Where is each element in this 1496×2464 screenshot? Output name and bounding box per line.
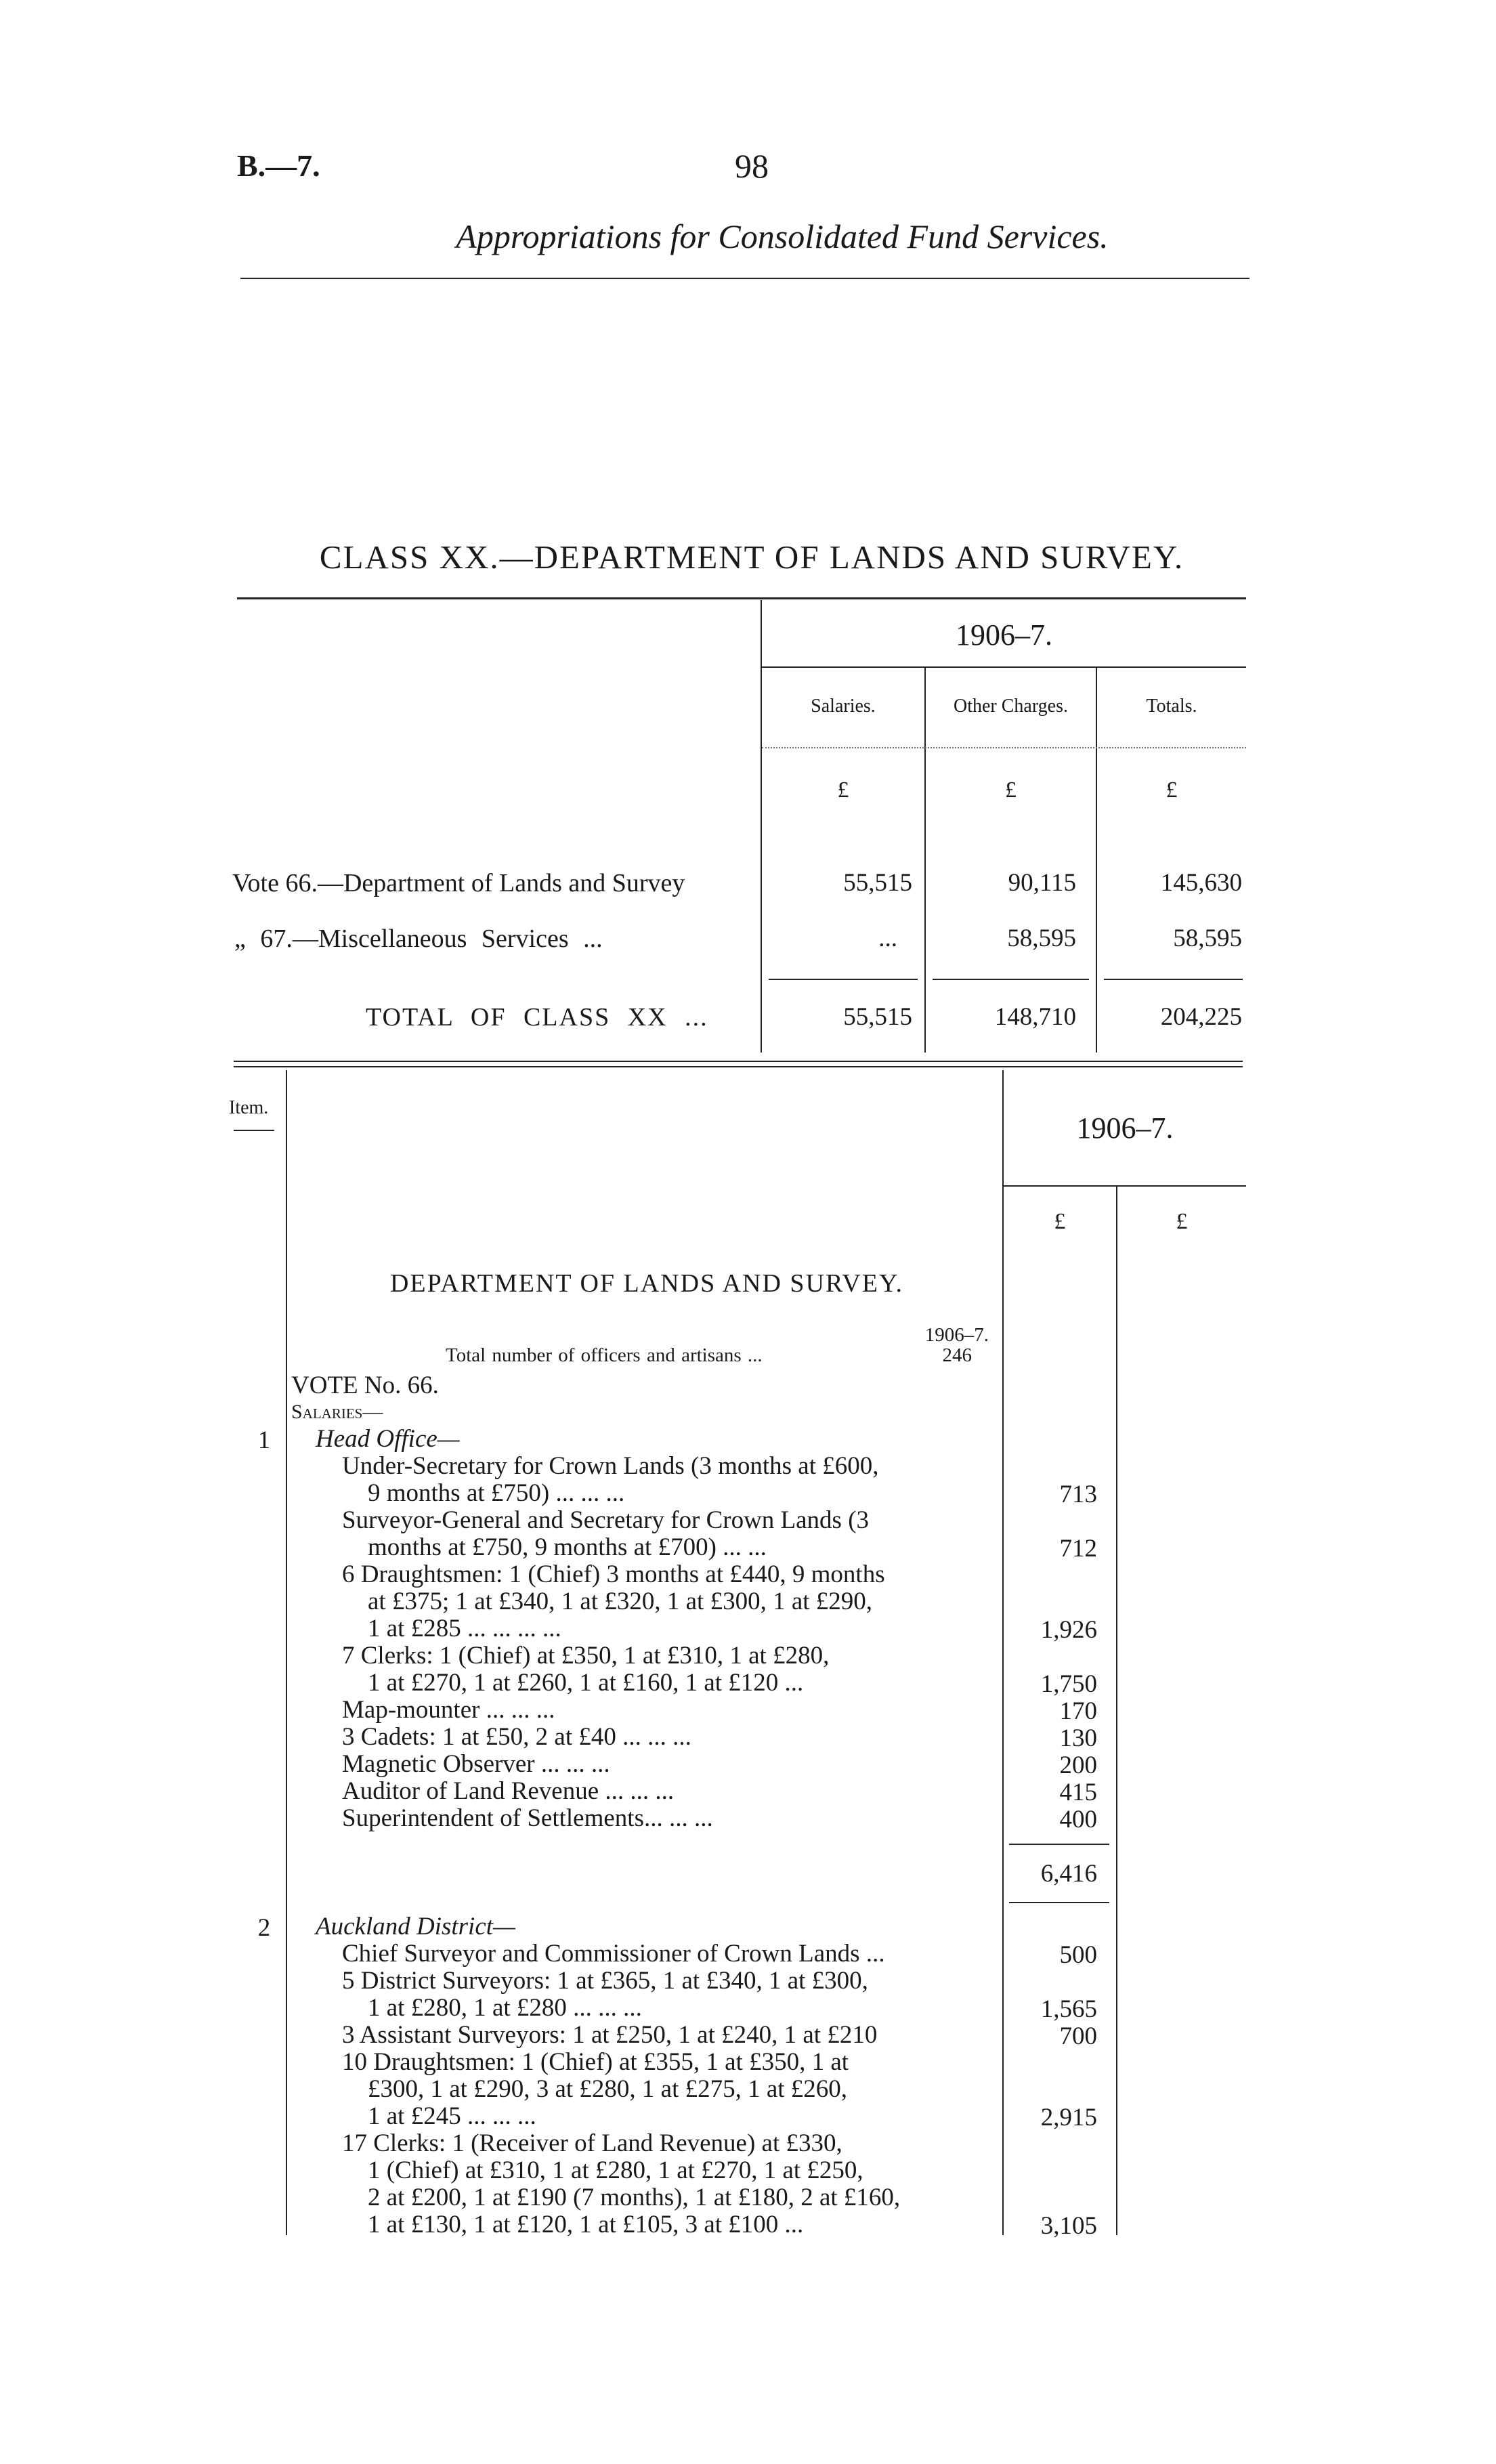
line-item-text: Auditor of Land Revenue ... ... ... [342,1777,675,1805]
line-item-text: 10 Draughtsmen: 1 (Chief) at £355, 1 at £350, 1 at [342,2048,849,2076]
currency-symbol: £ [1166,778,1178,803]
line-item-amount: 400 [1059,1806,1097,1833]
line-item-text: £300, 1 at £290, 3 at £280, 1 at £275, 1 at £260, [368,2075,848,2103]
summary-total-salaries: 55,515 [843,1003,912,1031]
page-subtitle: Appropriations for Consolidated Fund Services. [456,217,1109,255]
summary-row-total: 145,630 [1160,869,1242,897]
vote-label: VOTE No. 66. [291,1372,439,1399]
line-item-amount: 713 [1059,1481,1097,1508]
summary-row-salaries: ... [878,925,897,952]
summary-total-totals: 204,225 [1160,1003,1242,1031]
officers-count: 246 [942,1344,972,1366]
line-item-text: at £375; 1 at £340, 1 at £320, 1 at £300, 1 at £290, [368,1588,873,1615]
line-item-text: 6 Draughtsmen: 1 (Chief) 3 months at £440, 9 months [342,1560,885,1588]
line-item-text: 5 District Surveyors: 1 at £365, 1 at £340, 1 at £300, [342,1967,868,1995]
officers-year: 1906–7. [924,1324,989,1346]
summary-row-total: 58,595 [1173,925,1242,952]
line-item-text: months at £750, 9 months at £700) ... ... [368,1533,767,1561]
line-item-amount: 712 [1059,1535,1097,1563]
item-column-header: Item. [229,1097,269,1118]
currency-symbol: £ [1054,1209,1066,1234]
summary-total-other: 148,710 [994,1003,1076,1031]
item-number: 1 [257,1426,271,1454]
col-salaries-header: Salaries. [811,696,876,717]
summary-row-other: 58,595 [1007,925,1076,952]
line-item-amount: 700 [1059,2022,1097,2050]
officers-label: Total number of officers and artisans ... [446,1344,763,1366]
line-item-text: Map-mounter ... ... ... [342,1696,555,1724]
line-item-amount: 170 [1059,1697,1097,1725]
line-item-amount: 500 [1059,1941,1097,1969]
line-item-text: 3 Assistant Surveyors: 1 at £250, 1 at £240, 1 at £210 [342,2021,878,2049]
line-item-text: 1 at £130, 1 at £120, 1 at £105, 3 at £100 ... [368,2211,804,2238]
line-item-text: Under-Secretary for Crown Lands (3 months at £600, [342,1452,879,1480]
header-rule [240,278,1249,279]
line-item-amount: 200 [1059,1751,1097,1779]
line-item-amount: 3,105 [1040,2212,1097,2240]
line-item-text: 9 months at £750) ... ... ... [368,1479,625,1507]
department-title: DEPARTMENT OF LANDS AND SURVEY. [389,1269,904,1298]
line-item-amount: 1,750 [1040,1670,1097,1698]
currency-symbol: £ [1176,1209,1188,1234]
summary-row-label: „ 67.—Miscellaneous Services ... [234,925,603,953]
line-item-text: 1 at £270, 1 at £260, 1 at £160, 1 at £120 ... [368,1669,804,1697]
line-item-text: Magnetic Observer ... ... ... [342,1750,610,1778]
line-item-text: 1 at £245 ... ... ... [368,2102,536,2130]
class-title: CLASS XX.—DEPARTMENT OF LANDS AND SURVEY. [319,538,1184,576]
line-item-text: Chief Surveyor and Commissioner of Crown Lands ... [342,1940,885,1968]
summary-row-label: Vote 66.—Department of Lands and Survey [232,869,685,897]
line-item-text: 1 (Chief) at £310, 1 at £280, 1 at £270, 1 at £250, [368,2157,863,2184]
line-item-amount: 130 [1059,1724,1097,1752]
section-title: Head Office— [316,1425,460,1453]
line-item-text: Surveyor-General and Secretary for Crown Lands (3 [342,1506,870,1534]
col-other-header: Other Charges. [954,696,1068,717]
summary-total-label: TOTAL OF CLASS XX ... [366,1003,708,1032]
page-number: 98 [735,147,769,185]
subtotal-amount: 6,416 [1040,1860,1097,1888]
salaries-label: Salaries— [291,1401,383,1423]
line-item-text: 1 at £280, 1 at £280 ... ... ... [368,1994,642,2022]
section-title: Auckland District— [316,1913,515,1940]
line-item-text: 1 at £285 ... ... ... ... [368,1615,561,1642]
line-item-amount: 1,926 [1040,1616,1097,1644]
line-item-text: 7 Clerks: 1 (Chief) at £350, 1 at £310, 1 at £280, [342,1642,830,1670]
line-item-text: 3 Cadets: 1 at £50, 2 at £40 ... ... ... [342,1723,691,1751]
detail-year: 1906–7. [1076,1111,1174,1145]
summary-row-other: 90,115 [1008,869,1076,897]
document-reference: B.—7. [237,148,320,183]
line-item-amount: 1,565 [1040,1995,1097,2023]
line-item-text: 17 Clerks: 1 (Receiver of Land Revenue) at £330, [342,2129,842,2157]
line-item-text: Superintendent of Settlements... ... ... [342,1804,713,1832]
col-totals-header: Totals. [1146,696,1197,717]
item-number: 2 [257,1914,271,1942]
line-item-amount: 415 [1059,1779,1097,1806]
line-item-text: 2 at £200, 1 at £190 (7 months), 1 at £180, 2 at £160, [368,2184,901,2211]
summary-row-salaries: 55,515 [843,869,912,897]
currency-symbol: £ [1005,778,1017,803]
line-item-amount: 2,915 [1040,2104,1097,2131]
currency-symbol: £ [837,778,849,803]
summary-year: 1906–7. [956,618,1052,652]
